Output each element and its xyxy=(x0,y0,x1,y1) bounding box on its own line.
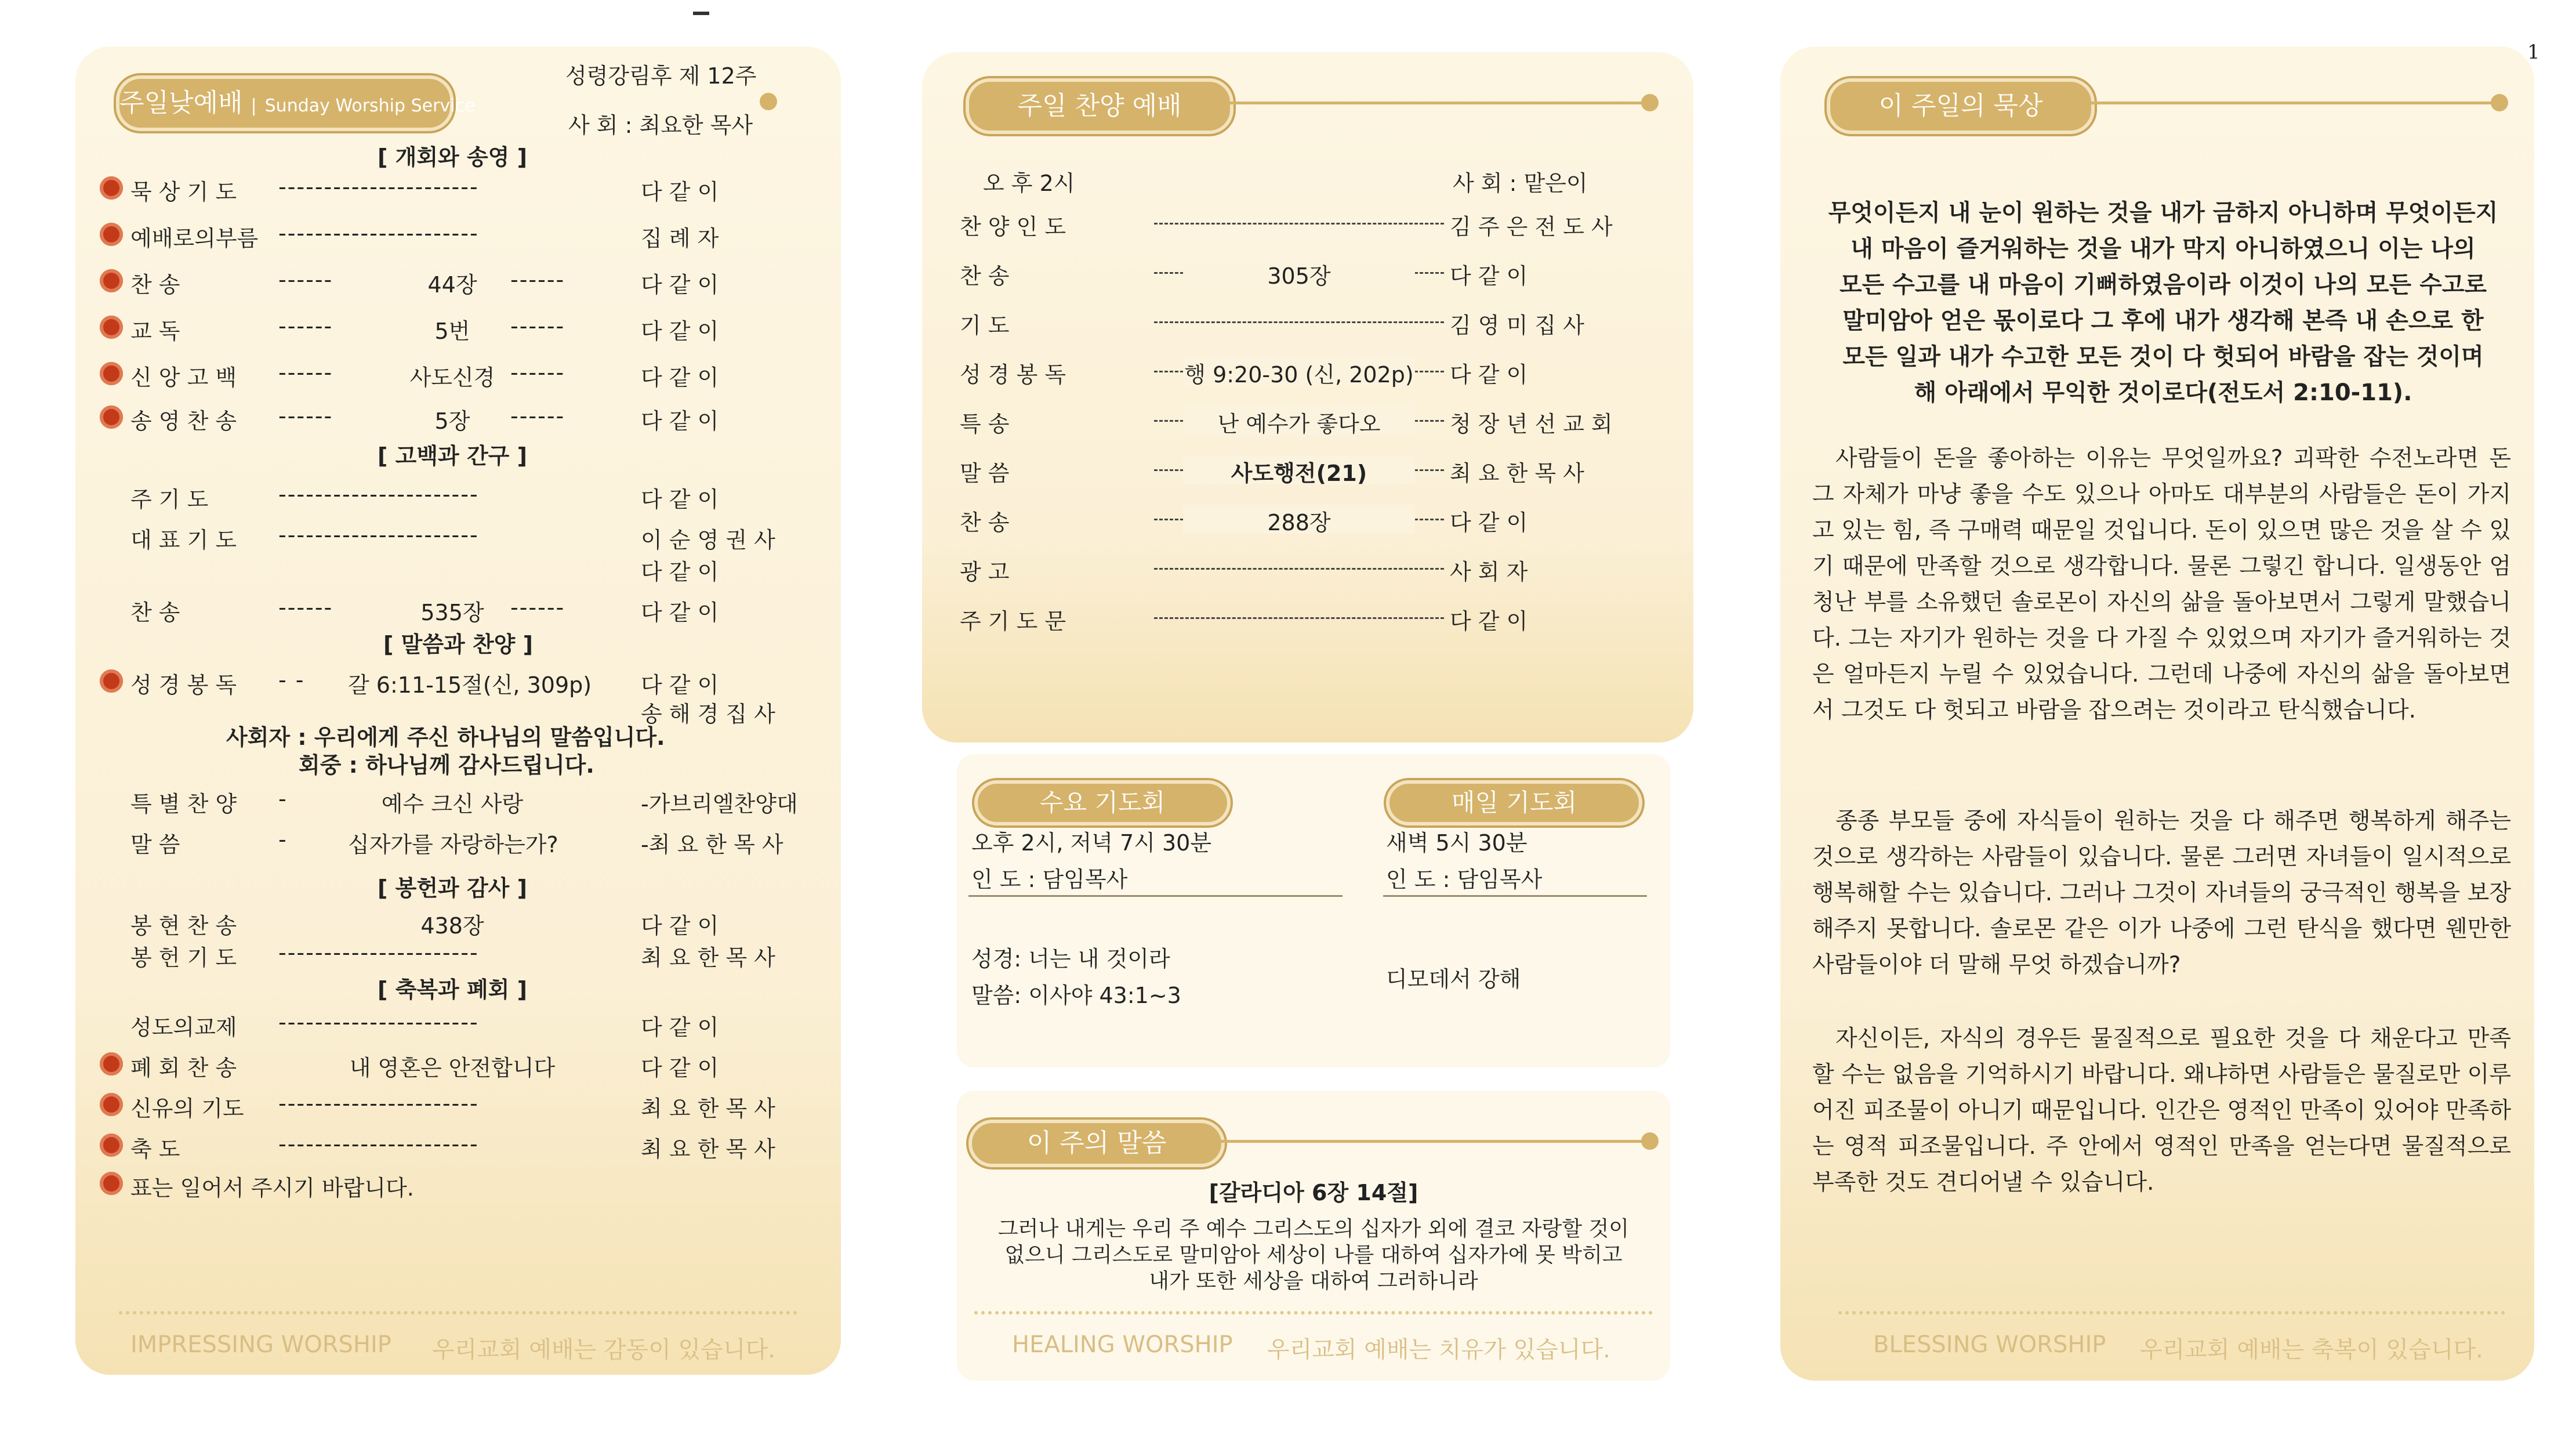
afternoon-item-leader: 최 요 한 목 사 xyxy=(1450,461,1584,486)
order-item-leader: 다 같 이 xyxy=(641,672,719,698)
order-item-dashes: ---------------------- xyxy=(278,1009,479,1035)
standing-marker-icon xyxy=(100,1093,123,1116)
scan-mark xyxy=(693,12,709,15)
afternoon-item xyxy=(0,357,1682,386)
season-label: 성령강림후 제 12주 xyxy=(565,63,757,89)
order-item-leader: 다 같 이 xyxy=(641,408,719,434)
order-item-leader: -가브리엘찬양대 xyxy=(641,791,798,817)
afternoon-item-leader: 다 같 이 xyxy=(1450,362,1528,388)
quote-line: 무엇이든지 내 눈이 원하는 것을 내가 금하지 아니하며 무엇이든지 xyxy=(1828,200,2498,226)
section-word: [ 말씀과 찬양 ] xyxy=(383,632,533,657)
order-item-dashes: ---------------------- xyxy=(278,174,479,200)
afternoon-item xyxy=(0,554,1682,583)
order-item-dashes: - - xyxy=(278,667,305,693)
order-item-detail: 44장 xyxy=(427,272,477,298)
verse-line: 그러나 내게는 우리 주 예수 그리스도의 십자가 외에 결코 자랑할 것이 xyxy=(997,1217,1630,1241)
order-item-label: 찬 송 xyxy=(130,600,180,625)
order-item-leader: 다 같 이 xyxy=(641,559,719,585)
afternoon-item xyxy=(0,209,1682,238)
order-item-dashes: ---------------------- xyxy=(278,522,479,548)
order-item-dashes: - xyxy=(278,827,288,852)
daily-time: 새벽 5시 30분 xyxy=(1386,830,1528,856)
standing-marker-icon xyxy=(100,669,123,693)
leader-dashes xyxy=(1154,568,1444,570)
quote-line: 내 마음이 즐거워하는 것을 내가 막지 아니하였으니 이는 나의 xyxy=(1851,236,2476,262)
standing-marker-icon xyxy=(100,176,123,200)
meditation-paragraph: 자신이든, 자식의 경우든 물질적으로 필요한 것을 다 채운다고 만족할 수는 없음을 기억하시기 바랍니다. 왜냐하면 사람들은 물질로만 이루어진 피조물이 아니기 때문입니다. 인간은 영적인 만족이 있어야 만족하는 영적 피조물입니다. 주 안에서 영적인 만족을 얻는다면 물질적으로 부족한 것도 견디어낼 수 있습니다. xyxy=(1812,1026,2511,1196)
afternoon-item-label: 찬 양 인 도 xyxy=(960,214,1066,240)
order-item-label: 예배로의부름 xyxy=(130,226,259,251)
wednesday-rule xyxy=(968,895,1343,897)
title-dot xyxy=(1641,94,1659,111)
standing-marker-icon xyxy=(100,1052,123,1076)
afternoon-item-label: 성 경 봉 독 xyxy=(960,362,1066,388)
leader-dashes xyxy=(1154,617,1444,619)
afternoon-item-leader: 김 영 미 집 사 xyxy=(1450,313,1584,338)
afternoon-item-detail: 사도행전(21) xyxy=(1231,461,1367,486)
order-item xyxy=(0,1050,841,1079)
quote-line: 해 아래에서 무익한 것이로다(전도서 2:10-11). xyxy=(1914,379,2412,406)
order-item-label: 축 도 xyxy=(130,1136,180,1162)
order-item-leader: 다 같 이 xyxy=(641,365,719,390)
order-item-label: 대 표 기 도 xyxy=(130,527,237,553)
sunday-service-title-ko: 주일낮예배 xyxy=(119,88,243,118)
order-item-leader: 다 같 이 xyxy=(641,179,719,205)
afternoon-item-leader: 다 같 이 xyxy=(1450,609,1528,634)
order-item-leader: 최 요 한 목 사 xyxy=(641,945,775,971)
order-item-leader: 최 요 한 목 사 xyxy=(641,1136,775,1162)
afternoon-item-label: 특 송 xyxy=(960,411,1010,437)
order-item-detail: 5장 xyxy=(434,408,470,434)
order-item-label: 성도의교제 xyxy=(130,1015,237,1040)
meditation-paragraph: 사람들이 돈을 좋아하는 이유는 무엇일까요? 괴팍한 수전노라면 돈 그 자체가 마냥 좋을 수도 있으나 아마도 대부분의 사람들은 돈이 가지고 있는 힘, 즉 구매력 때문일 것입니다. 돈이 있으면 많은 것을 살 수 있기 때문에 만족할 것으로 생각합니다. 물론 그렇긴 합니다. 일생동안 엄청난 부를 소유했던 솔로몬이 자신의 삶을 돌아보면서 그렇게 말했습니다. 그는 자기가 원하는 것을 다 가질 수 있었으며 자기가 즐거워하는 것은 얼마든지 누릴 수 있었습니다. 그런데 나중에 자신의 삶을 돌아보면서 그것도 다 헛되고 바람을 잡으려는 것이라고 탄식했습니다. xyxy=(1812,446,2511,723)
afternoon-item-detail: 행 9:20-30 (신, 202p) xyxy=(1184,362,1414,388)
verse-line: 내가 또한 세상을 대하여 그러하니라 xyxy=(1149,1269,1478,1293)
wednesday-time: 오후 2시, 저녁 7시 30분 xyxy=(971,830,1212,856)
order-item-dashes: ------ xyxy=(278,313,333,339)
section-offering: [ 봉헌과 감사 ] xyxy=(378,875,527,901)
order-item-dashes: ------ xyxy=(278,403,333,429)
afternoon-item-label: 말 씀 xyxy=(960,461,1010,486)
afternoon-item xyxy=(0,307,1682,336)
wednesday-scripture: 성경: 너는 내 것이라 xyxy=(971,946,1170,972)
order-item-label: 주 기 도 xyxy=(130,487,209,512)
verse-line: 없으니 그리스도로 말미암아 세상이 나를 대하여 십자가에 못 박히고 xyxy=(1004,1243,1623,1267)
afternoon-time: 오 후 2시 xyxy=(983,171,1075,196)
afternoon-item xyxy=(0,505,1682,534)
presider-label: 사 회 : 최요한 목사 xyxy=(568,113,753,138)
verse-title: 이 주의 말씀 xyxy=(968,1120,1225,1167)
wednesday-leader: 인 도 : 담임목사 xyxy=(971,867,1128,892)
order-item-dashes: ------ xyxy=(278,595,333,620)
footer-en: BLESSING WORSHIP xyxy=(1873,1331,2106,1358)
order-item-dashes: ---------------------- xyxy=(278,940,479,965)
order-item xyxy=(0,1131,841,1160)
title-divider: | xyxy=(251,96,257,116)
order-item-label: 송 영 찬 송 xyxy=(130,408,237,434)
section-blessing: [ 축복과 폐회 ] xyxy=(378,977,527,1002)
order-item-label: 특 별 찬 양 xyxy=(130,791,237,817)
order-item-leader: 다 같 이 xyxy=(641,1015,719,1040)
title-dot xyxy=(2491,94,2508,111)
order-item-dashes: - xyxy=(278,786,288,812)
verse-reference: [갈라디아 6장 14절] xyxy=(1209,1180,1418,1205)
afternoon-item-leader: 김 주 은 전 도 사 xyxy=(1450,214,1613,240)
order-item-label: 성 경 봉 독 xyxy=(130,672,237,698)
afternoon-service-title: 주일 찬양 예배 xyxy=(966,78,1233,134)
section-opening: [ 개회와 송영 ] xyxy=(378,144,527,170)
afternoon-item xyxy=(0,455,1682,484)
footer-en: IMPRESSING WORSHIP xyxy=(130,1331,391,1358)
order-item-leader: 집 례 자 xyxy=(641,226,719,251)
leader-dashes xyxy=(1154,321,1444,323)
order-item-detail: 내 영혼은 안전합니다 xyxy=(349,1055,556,1081)
footer-ko: 우리교회 예배는 치유가 있습니다. xyxy=(1267,1337,1610,1363)
order-item-leader: 송 해 경 집 사 xyxy=(641,701,775,727)
order-item-detail: 사도신경 xyxy=(409,365,495,390)
order-item-label: 폐 회 찬 송 xyxy=(130,1055,237,1081)
title-rule xyxy=(2091,102,2497,104)
order-item-leader: 다 같 이 xyxy=(641,913,719,939)
afternoon-item-detail: 난 예수가 좋다오 xyxy=(1217,411,1381,437)
order-item-detail: 십자가를 자랑하는가? xyxy=(348,832,558,857)
order-item xyxy=(0,174,841,203)
order-item-label: 봉 헌 기 도 xyxy=(130,945,237,971)
order-item-dashes: ------ xyxy=(510,403,565,429)
afternoon-item-leader: 다 같 이 xyxy=(1450,510,1528,535)
order-item xyxy=(0,1009,841,1038)
afternoon-item-label: 찬 송 xyxy=(960,263,1010,289)
order-item-detail: 438장 xyxy=(420,913,484,939)
title-dot xyxy=(760,93,777,110)
standing-note: 표는 일어서 주시기 바랍니다. xyxy=(130,1175,414,1201)
section-confession: [ 고백과 간구 ] xyxy=(378,443,527,469)
order-item-detail: 갈 6:11-15절(신, 309p) xyxy=(348,672,592,698)
response-people: 회중 : 하나님께 감사드립니다. xyxy=(299,752,594,778)
order-item-leader: 다 같 이 xyxy=(641,487,719,512)
order-item xyxy=(0,908,841,937)
afternoon-item xyxy=(0,603,1682,632)
order-item-dashes: ------ xyxy=(278,360,333,385)
afternoon-item-label: 찬 송 xyxy=(960,510,1010,535)
wednesday-title: 수요 기도회 xyxy=(974,780,1231,826)
order-item-detail: 예수 크신 사랑 xyxy=(381,791,524,817)
daily-title: 매일 기도회 xyxy=(1386,780,1642,826)
order-item-detail: 5번 xyxy=(434,318,470,344)
quote-line: 말미암아 얻은 몫이로다 그 후에 내가 생각해 본즉 내 손으로 한 xyxy=(1842,307,2484,334)
order-item-dashes: ------ xyxy=(510,313,565,339)
afternoon-item-label: 광 고 xyxy=(960,559,1010,585)
order-item xyxy=(0,667,841,696)
afternoon-item-detail: 288장 xyxy=(1267,510,1331,535)
order-item-label: 신유의 기도 xyxy=(130,1096,244,1121)
order-item xyxy=(0,940,841,969)
afternoon-item-leader: 청 장 년 선 교 회 xyxy=(1450,411,1613,437)
leader-dashes xyxy=(1154,223,1444,225)
afternoon-presider: 사 회 : 맡은이 xyxy=(1453,171,1588,196)
response-leader: 사회자 : 우리에게 주신 하나님의 말씀입니다. xyxy=(226,725,665,750)
meditation-paragraph: 종종 부모들 중에 자식들이 원하는 것을 다 해주면 행복하게 해주는 것으로 생각하는 사람들이 있습니다. 물론 그러면 자녀들이 일시적으로 행복해할 수는 있습니다. 그러나 그것이 자녀들의 궁극적인 행복을 보장해주지 못합니다. 솔로몬 같은 이가 나중에 그런 탄식을 했다면 웬만한 사람들이야 더 말해 무엇 하겠습니까? xyxy=(1812,808,2511,978)
order-item-leader: 다 같 이 xyxy=(641,318,719,344)
divider xyxy=(974,1311,1653,1315)
order-item-dashes: ------ xyxy=(510,595,565,620)
afternoon-service-panel xyxy=(922,52,1693,743)
order-item-leader: 최 요 한 목 사 xyxy=(641,1096,775,1121)
order-item-leader: 다 같 이 xyxy=(641,600,719,625)
order-item-leader: 다 같 이 xyxy=(641,272,719,298)
order-item-dashes: ------ xyxy=(510,360,565,385)
order-item-label: 찬 송 xyxy=(130,272,180,298)
footer-en: HEALING WORSHIP xyxy=(1012,1331,1233,1358)
order-item-leader: 다 같 이 xyxy=(641,1055,719,1081)
quote-line: 모든 수고를 내 마음이 기뻐하였음이라 이것이 나의 모든 수고로 xyxy=(1839,271,2487,298)
footer-ko: 우리교회 예배는 감동이 있습니다. xyxy=(432,1337,775,1363)
quote-line: 모든 일과 내가 수고한 모든 것이 다 헛되어 바람을 잡는 것이며 xyxy=(1842,343,2484,370)
afternoon-item-label: 기 도 xyxy=(960,313,1010,338)
title-dot xyxy=(1641,1132,1659,1150)
order-item-label: 말 씀 xyxy=(130,832,180,857)
order-item-label: 봉 현 찬 송 xyxy=(130,913,237,939)
standing-marker-icon xyxy=(100,1172,123,1195)
afternoon-item xyxy=(0,406,1682,435)
daily-rule xyxy=(1383,895,1647,897)
daily-leader: 인 도 : 담임목사 xyxy=(1386,867,1543,892)
order-item-leader: 이 순 영 권 사 xyxy=(641,527,775,553)
standing-marker-icon xyxy=(100,1134,123,1157)
order-item-label: 신 앙 고 백 xyxy=(130,365,237,390)
afternoon-item-leader: 사 회 자 xyxy=(1450,559,1528,585)
footer-ko: 우리교회 예배는 축복이 있습니다. xyxy=(2140,1337,2483,1363)
order-item-dashes: ---------------------- xyxy=(278,1131,479,1157)
order-item-detail: 535장 xyxy=(420,600,484,625)
order-item-leader: -최 요 한 목 사 xyxy=(641,832,783,857)
daily-topic: 디모데서 강해 xyxy=(1386,966,1521,992)
afternoon-item-label: 주 기 도 문 xyxy=(960,609,1066,634)
order-item-label: 묵 상 기 도 xyxy=(130,179,237,205)
sunday-service-title-en: Sunday Worship Service xyxy=(264,96,476,116)
afternoon-item xyxy=(0,258,1682,287)
wednesday-sermon: 말씀: 이사야 43:1~3 xyxy=(971,983,1181,1008)
meditation-title: 이 주일의 묵상 xyxy=(1827,78,2095,134)
divider xyxy=(1838,1311,2505,1315)
order-item xyxy=(0,786,841,815)
afternoon-item-leader: 다 같 이 xyxy=(1450,263,1528,289)
title-rule xyxy=(1229,102,1647,104)
order-item-label: 교 독 xyxy=(130,318,180,344)
order-item-dashes: ------ xyxy=(278,267,333,292)
divider xyxy=(119,1311,797,1315)
order-item-dashes: ---------------------- xyxy=(278,1091,479,1116)
order-item xyxy=(0,1091,841,1120)
order-item-dashes: ------ xyxy=(510,267,565,292)
page-number: 1 xyxy=(2527,41,2540,64)
order-item-dashes: ---------------------- xyxy=(278,220,479,246)
afternoon-item-detail: 305장 xyxy=(1267,263,1331,289)
sunday-service-title xyxy=(116,75,476,131)
order-item xyxy=(0,827,841,856)
title-rule xyxy=(1221,1140,1644,1143)
order-item-dashes: ---------------------- xyxy=(278,481,479,507)
